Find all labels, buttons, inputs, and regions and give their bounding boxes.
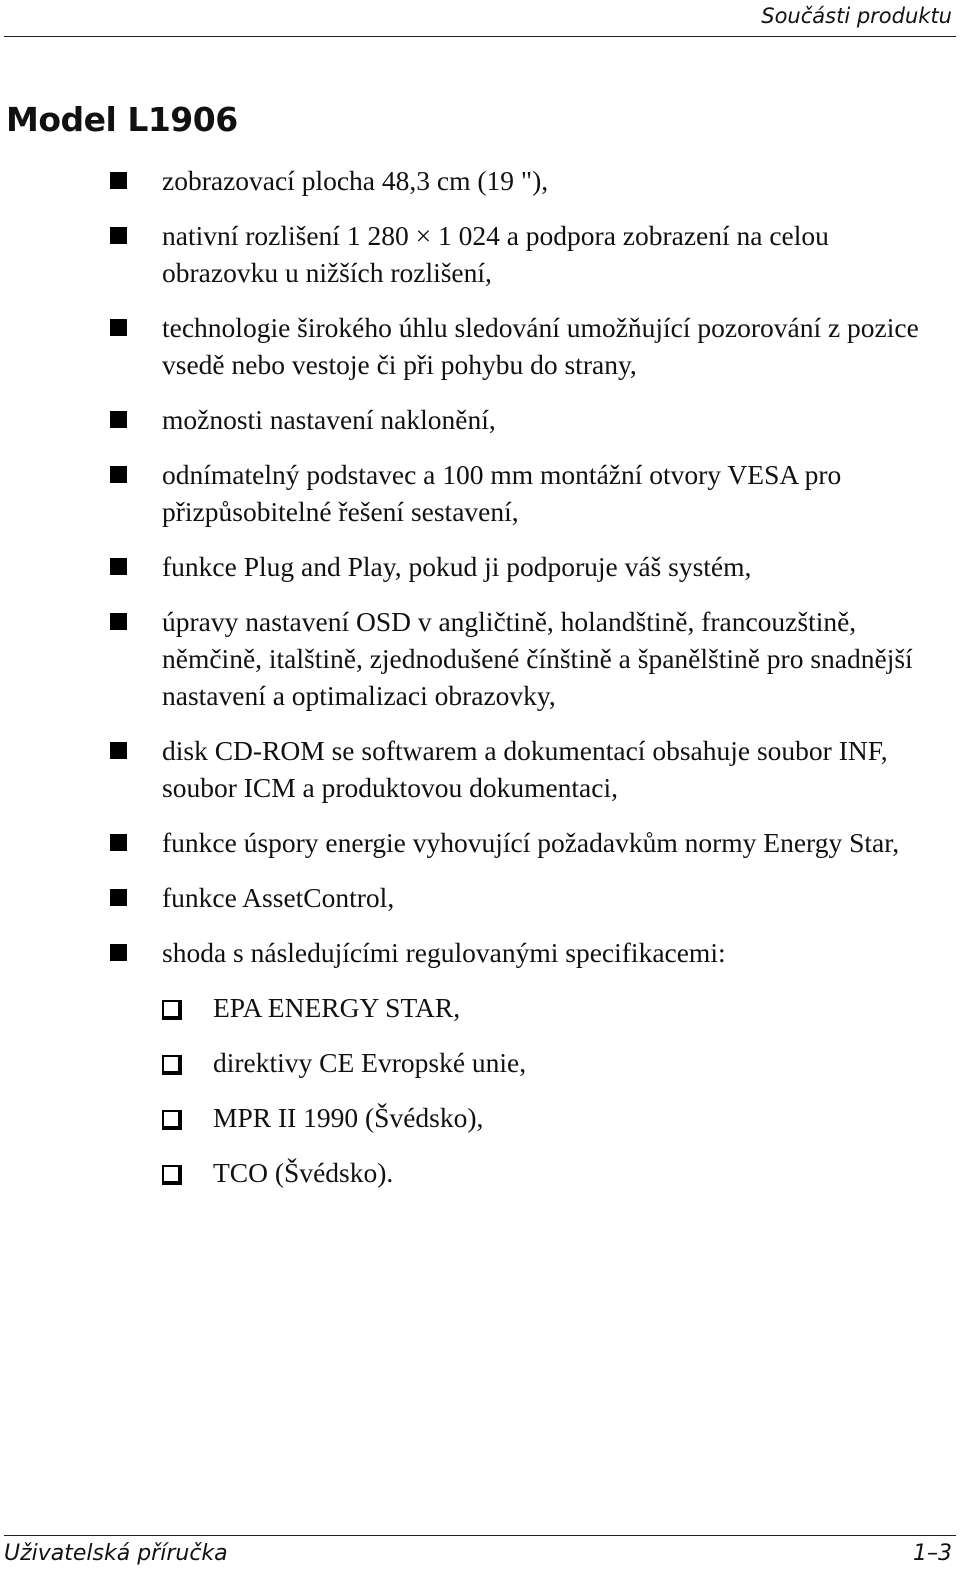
- feature-item: [0, 309, 960, 383]
- footer-page-number: 1–3: [913, 1541, 952, 1566]
- footer-manual-title: Uživatelská příručka: [4, 1541, 228, 1566]
- header-rule: [4, 36, 956, 37]
- square-bullet-icon: [110, 227, 127, 244]
- feature-text: nativní rozlišení 1 280 × 1 024 a podpora zobrazení na celou obrazovku u nižších rozlišení,: [162, 220, 829, 288]
- feature-text: možnosti nastavení naklonění,: [162, 404, 496, 435]
- feature-item: [0, 603, 960, 714]
- feature-item: [0, 456, 960, 530]
- spec-sublist: [162, 989, 920, 1191]
- square-bullet-icon: [110, 411, 127, 428]
- spec-text: EPA ENERGY STAR,: [213, 992, 461, 1023]
- hollow-box-bullet-icon: [162, 1000, 182, 1020]
- spec-item: [162, 1044, 920, 1081]
- running-header: Součásti produktu: [761, 4, 952, 28]
- feature-list: [0, 162, 960, 1209]
- spec-text: direktivy CE Evropské unie,: [213, 1047, 527, 1078]
- feature-item: [0, 879, 960, 916]
- spec-text: MPR II 1990 (Švédsko),: [213, 1102, 484, 1133]
- square-bullet-icon: [110, 466, 127, 483]
- section-title: Model L1906: [6, 100, 238, 139]
- spec-text: TCO (Švédsko).: [213, 1157, 394, 1188]
- hollow-box-bullet-icon: [162, 1165, 182, 1185]
- feature-text: disk CD-ROM se softwarem a dokumentací obsahuje soubor INF, soubor ICM a produktovou dokumentaci,: [162, 735, 888, 803]
- feature-item: [0, 548, 960, 585]
- spec-item: [162, 1099, 920, 1136]
- feature-text: technologie širokého úhlu sledování umožňující pozorování z pozice vsedě nebo vestoje či při pohybu do strany,: [162, 312, 919, 380]
- feature-item: [0, 162, 960, 199]
- feature-item: [0, 824, 960, 861]
- square-bullet-icon: [110, 889, 127, 906]
- square-bullet-icon: [110, 944, 127, 961]
- square-bullet-icon: [110, 613, 127, 630]
- feature-item: [0, 401, 960, 438]
- footer-rule: [4, 1535, 956, 1536]
- feature-text: zobrazovací plocha 48,3 cm (19 "),: [162, 165, 549, 196]
- spec-item: [162, 1154, 920, 1191]
- feature-item: [0, 934, 960, 1191]
- square-bullet-icon: [110, 172, 127, 189]
- square-bullet-icon: [110, 319, 127, 336]
- feature-item: [0, 732, 960, 806]
- feature-text: funkce Plug and Play, pokud ji podporuje váš systém,: [162, 551, 752, 582]
- feature-item: [0, 217, 960, 291]
- square-bullet-icon: [110, 558, 127, 575]
- square-bullet-icon: [110, 742, 127, 759]
- feature-text: odnímatelný podstavec a 100 mm montážní otvory VESA pro přizpůsobitelné řešení sestavení,: [162, 459, 842, 527]
- feature-text: úpravy nastavení OSD v angličtině, holandštině, francouzštině, němčině, italštině, zjednodušené čínštině a španělštině pro snadnější nastavení a optimalizaci obrazovky,: [162, 606, 913, 711]
- square-bullet-icon: [110, 834, 127, 851]
- spec-item: [162, 989, 920, 1026]
- hollow-box-bullet-icon: [162, 1055, 182, 1075]
- feature-text: funkce AssetControl,: [162, 882, 395, 913]
- hollow-box-bullet-icon: [162, 1110, 182, 1130]
- feature-text: funkce úspory energie vyhovující požadavkům normy Energy Star,: [162, 827, 900, 858]
- feature-text: shoda s následujícími regulovanými specifikacemi:: [162, 937, 726, 968]
